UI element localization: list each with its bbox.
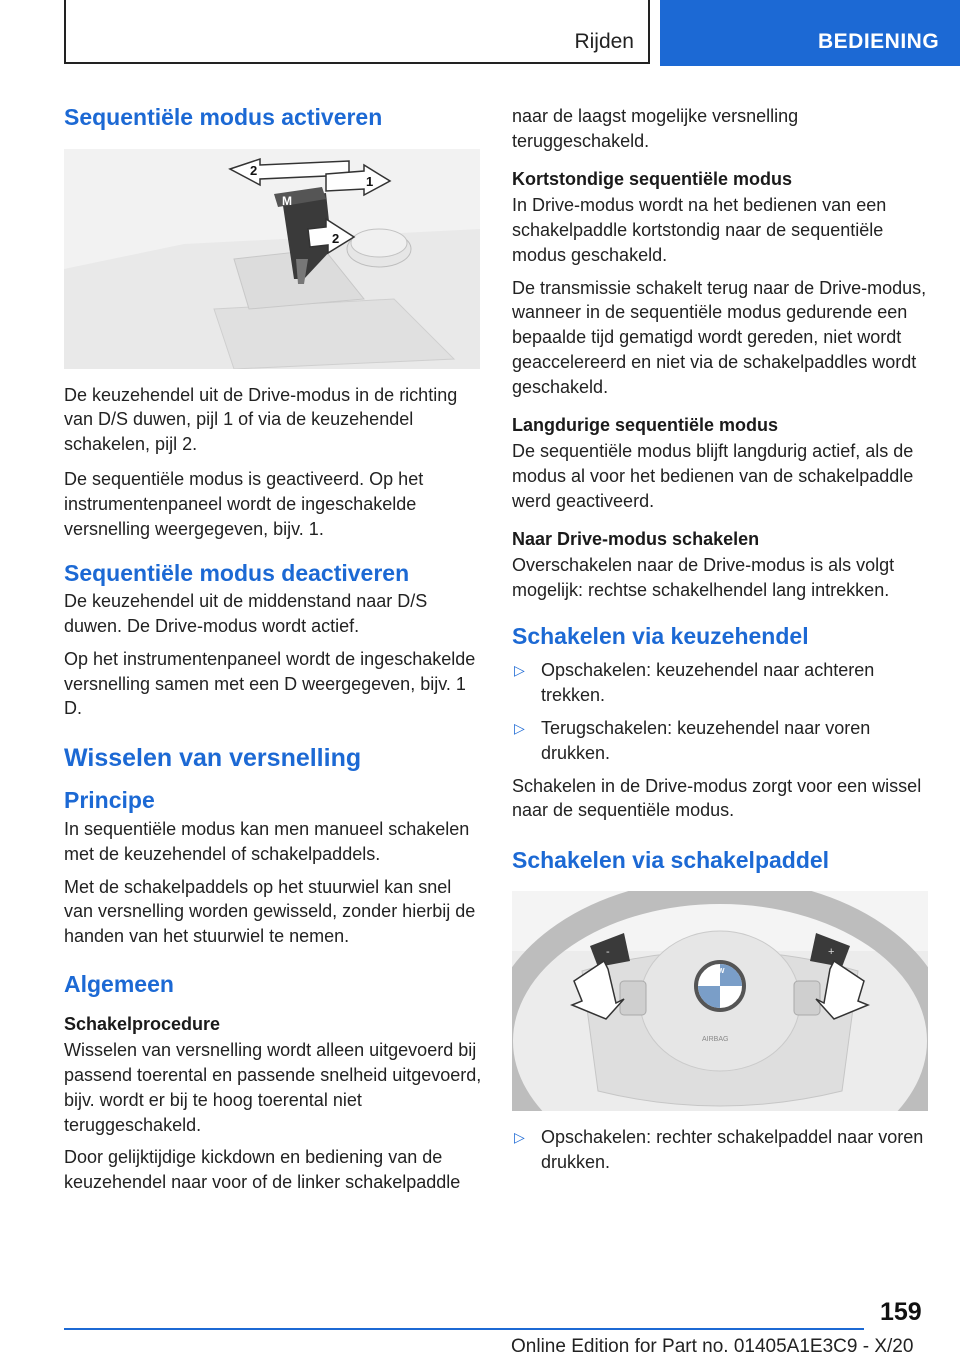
subheading-schakelprocedure: Schakelprocedure [64,1013,221,1034]
figure-steering-wheel [512,891,928,1111]
heading-wisselen: Wisselen van versnelling [64,744,362,773]
triangle-bullet-icon: ▷ [514,1128,525,1145]
footer-rule [64,1328,864,1330]
header-chapter-box [64,0,650,64]
figure-gear-lever [64,149,480,369]
section-tab [660,0,960,66]
paragraph: In sequentiële modus kan men manueel schakelen met de keuzehendel of schakelpaddels. [64,818,470,864]
chapter-title: Rijden [574,30,634,53]
paragraph: Door gelijktijdige kickdown en bediening van de keuzehendel naar voor of de linker schakelpaddle [64,1147,461,1193]
paragraph: In Drive-modus wordt na het bedienen van een schakelpaddle kortstondig naar de sequentiële modus geschakeld. [512,195,887,265]
paragraph: De transmissie schakelt terug naar de Drive-modus, wanneer in de sequentiële modus gedurende een bepaalde tijd gematigd wordt gereden, niet wordt geaccelereerd en niet via de schakelpaddles wordt geschakeld. [512,277,927,397]
paragraph: Schakelen in de Drive-modus zorgt voor een wissel naar de sequentiële modus. [512,775,922,821]
list-item: ▷ Opschakelen: keuzehendel naar achteren trekken. [514,660,875,706]
subheading-kortstondig: Kortstondige sequentiële modus [512,168,793,189]
paddle-minus: - [606,945,610,958]
paragraph: De keuzehendel uit de middenstand naar D/S duwen. De Drive-modus wordt actief. [64,591,428,636]
heading-algemeen: Algemeen [64,971,174,998]
heading-activate: Sequentiële modus activeren [64,104,383,130]
list-item: ▷ Terugschakelen: keuzehendel naar voren drukken. [514,717,871,763]
subheading-langdurig: Langdurige sequentiële modus [512,414,779,435]
wheel-logo: BMW [707,967,725,975]
list-item: ▷ Opschakelen: rechter schakelpaddel naar voren drukken. [514,1126,924,1172]
page-number: 159 [880,1298,922,1326]
heading-principe: Principe [64,787,155,814]
arrow-label-2-top: 2 [250,162,258,178]
paragraph: Overschakelen naar de Drive-modus is als volgt mogelijk: rechtse schakelhendel lang intrekken. [512,554,895,600]
subheading-drive: Naar Drive-modus schakelen [512,528,760,549]
paragraph: naar de laagst mogelijke versnelling teruggeschakeld. [512,106,799,151]
arrow-label-2-bottom: 2 [332,230,340,246]
paragraph: De sequentiële modus blijft langdurig actief, als de modus al voor het bedienen van de schakelpaddle werd geactiveerd. [512,441,914,511]
paragraph: De keuzehendel uit de Drive-modus in de richting van D/S duwen, pijl 1 of via de keuzehendel schakelen, pijl 2. [64,384,458,455]
triangle-bullet-icon: ▷ [514,662,525,679]
lever-logo: M [282,193,292,208]
arrow-label-1: 1 [366,173,374,189]
heading-deactivate: Sequentiële modus deactiveren [64,559,410,586]
paragraph: Op het instrumentenpaneel wordt de ingeschakelde versnelling samen met een D weergegeven, bijv. 1 D. [64,648,476,719]
footer-edition: Online Edition for Part no. 01405A1E3C9 - X/20 [511,1336,914,1357]
heading-keuzehendel: Schakelen via keuzehendel [512,622,809,649]
paragraph: Met de schakelpaddels op het stuurwiel kan snel van versnelling worden gewisseld, zonder hierbij de handen van het stuurwiel te nemen. [64,876,476,947]
left-column [64,96,482,1195]
heading-schakelpaddel: Schakelen via schakelpaddel [512,847,830,874]
triangle-bullet-icon: ▷ [514,719,525,736]
paragraph: Wisselen van versnelling wordt alleen uitgevoerd bij passend toerental en passende snelheid uitgevoerd, bijv. wordt er bij te hoog toerental niet teruggeschakeld. [64,1040,482,1135]
paragraph: De sequentiële modus is geactiveerd. Op het instrumentenpaneel wordt de ingeschakelde versnelling weergegeven, bijv. 1. [64,469,424,539]
paddle-plus: + [828,945,835,958]
right-column [512,104,928,1174]
airbag-label: AIRBAG [702,1035,729,1043]
section-title: BEDIENING [818,30,940,53]
